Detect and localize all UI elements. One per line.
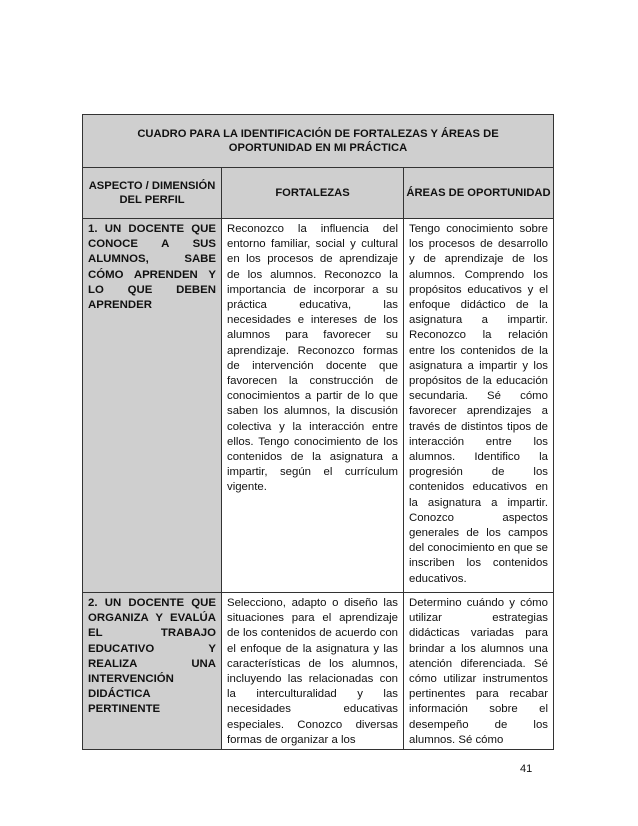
header-strengths: FORTALEZAS	[222, 168, 404, 218]
aspect-cell: 2. UN DOCENTE QUE ORGANIZA Y EVALÚA EL TRABAJO EDUCATIVO Y REALIZA UNA INTERVENCIÓN DIDÁCTICA PERTINENTE	[83, 593, 222, 750]
table-row	[83, 219, 553, 593]
table-header-row	[83, 168, 553, 219]
strengths-cell: Selecciono, adapto o diseño las situaciones para el aprendizaje de los contenidos de acuerdo con el enfoque de la asignatura y las características de los alumnos, incluyendo las relacionadas con la interculturalidad y las necesidades educativas especiales. Conozco diversas formas de organizar a los	[222, 593, 404, 750]
opportunities-cell: Tengo conocimiento sobre los procesos de desarrollo y de aprendizaje de los alumnos. Comprendo los propósitos educativos y el enfoque didáctico de la asignatura a impartir. Reconozco la relación entre los contenidos de la asignatura a impartir y los propósitos de la educación secundaria. Sé cómo favorecer aprendizajes a través de distintos tipos de interacción entre los alumnos. Identifico la progresión de los contenidos educativos en la asignatura a impartir. Conozco aspectos generales de los campos del conocimiento en que se inscriben los contenidos educativos.	[409, 223, 548, 585]
opportunities-cell: Determino cuándo y cómo utilizar estrategias didácticas variadas para brindar a los alumnos una atención diferenciada. Sé cómo utilizar instrumentos pertinentes para recabar información sobre el desempeño de los alumnos. Sé cómo	[409, 597, 548, 746]
header-opportunities: ÁREAS DE OPORTUNIDAD	[404, 168, 553, 218]
aspect-cell: 1. UN DOCENTE QUE CONOCE A SUS ALUMNOS, SABE CÓMO APRENDEN Y LO QUE DEBEN APRENDER	[83, 219, 222, 592]
table-row	[83, 593, 553, 750]
header-aspect: ASPECTO / DIMENSIÓN DEL PERFIL	[83, 168, 222, 218]
identification-table	[82, 114, 554, 750]
table-title: CUADRO PARA LA IDENTIFICACIÓN DE FORTALEZAS Y ÁREAS DE OPORTUNIDAD EN MI PRÁCTICA	[83, 115, 553, 168]
strengths-cell: Reconozco la influencia del entorno familiar, social y cultural en los procesos de aprendizaje de los alumnos. Reconozco la importancia de incorporar a su práctica educativa, las necesidades e intereses de los alumnos para favorecer su aprendizaje. Reconozco formas de intervención docente que favorecen la construcción de conocimientos a partir de lo que saben los alumnos, la discusión colectiva y la interacción entre ellos. Tengo conocimiento de los contenidos de la asignatura a impartir, según el currículum vigente.	[222, 219, 404, 592]
page-number: 41	[520, 763, 533, 775]
